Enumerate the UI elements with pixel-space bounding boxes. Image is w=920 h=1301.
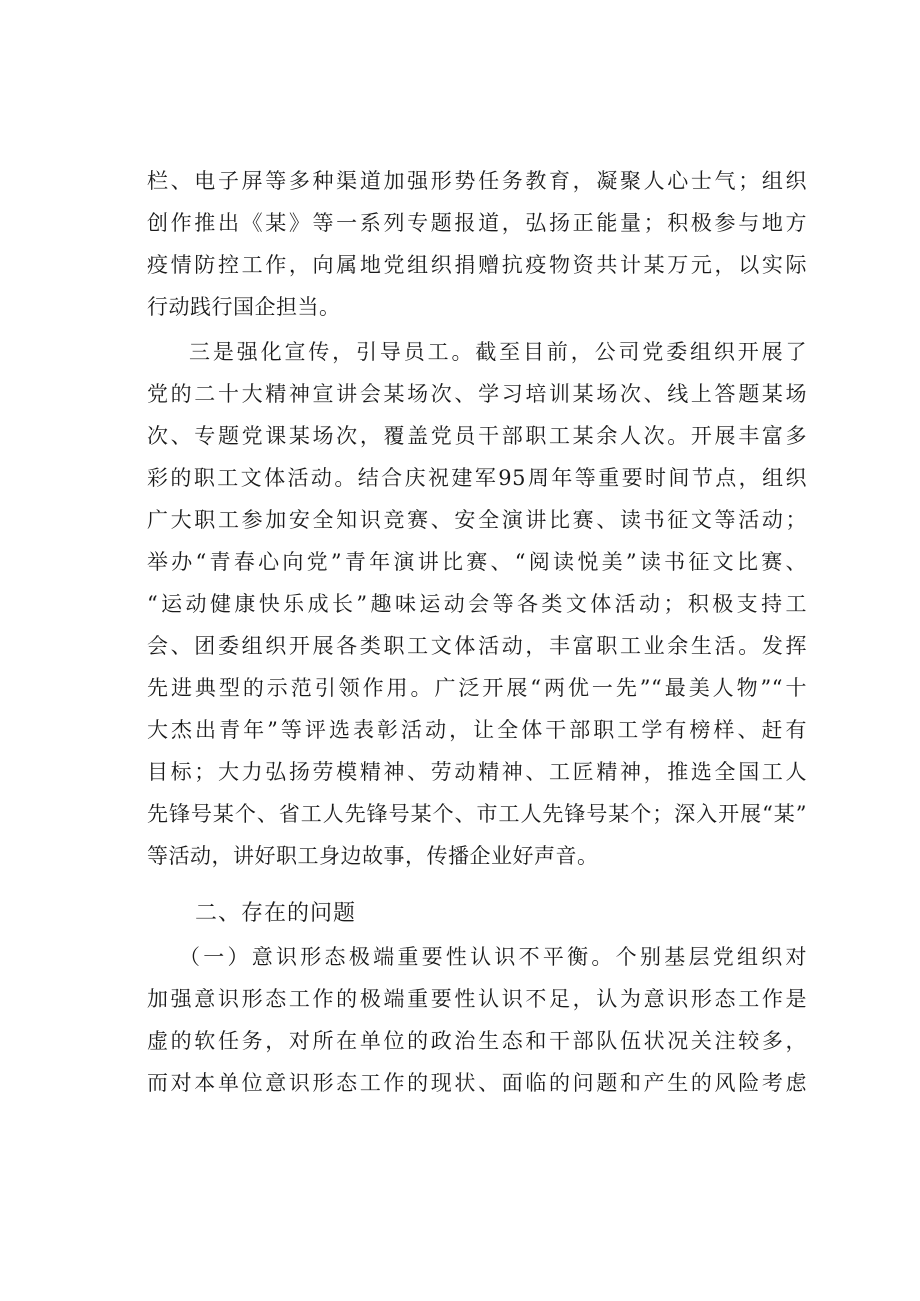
text-line: 次、专题党课某场次，覆盖党员干部职工某余人次。开展丰富多	[147, 424, 807, 448]
text-line: “运动健康快乐成长”趣味运动会等各类文体活动；积极支持工	[147, 592, 807, 616]
text-line: 等活动，讲好职工身边故事，传播企业好声音。	[147, 844, 599, 868]
text-line: （一）意识形态极端重要性认识不平衡。个别基层党组织对	[179, 945, 807, 969]
text-line: 会、团委组织开展各类职工文体活动，丰富职工业余生活。发挥	[147, 634, 807, 658]
section-heading: 二、存在的问题	[195, 901, 357, 926]
text-line: 行动践行国企担当。	[147, 295, 341, 319]
text-line: 大杰出青年”等评选表彰活动，让全体干部职工学有榜样、赶有	[147, 718, 807, 742]
text-line: 栏、电子屏等多种渠道加强形势任务教育，凝聚人心士气；组织	[147, 169, 807, 193]
text-line: 彩的职工文体活动。结合庆祝建军95周年等重要时间节点，组织	[147, 466, 807, 490]
text-line: 加强意识形态工作的极端重要性认识不足，认为意识形态工作是	[147, 987, 807, 1011]
paragraph-problem	[147, 936, 807, 1104]
paragraph-propaganda	[147, 331, 807, 877]
text-line: 先锋号某个、省工人先锋号某个、市工人先锋号某个；深入开展“某”	[147, 802, 807, 826]
text-line: 虚的软任务，对所在单位的政治生态和干部队伍状况关注较多，	[147, 1029, 807, 1053]
text-line: 广大职工参加安全知识竞赛、安全演讲比赛、读书征文等活动；	[147, 508, 807, 532]
text-line: 三是强化宣传，引导员工。截至目前，公司党委组织开展了	[189, 340, 807, 364]
text-line: 目标；大力弘扬劳模精神、劳动精神、工匠精神，推选全国工人	[147, 760, 807, 784]
text-line: 先进典型的示范引领作用。广泛开展“两优一先”“最美人物”“十	[147, 676, 807, 700]
text-line: 疫情防控工作，向属地党组织捐赠抗疫物资共计某万元，以实际	[147, 253, 807, 277]
text-line: 党的二十大精神宣讲会某场次、学习培训某场次、线上答题某场	[147, 382, 807, 406]
text-line: 举办“青春心向党”青年演讲比赛、“阅读悦美”读书征文比赛、	[147, 550, 807, 574]
paragraph-continuation	[147, 160, 807, 328]
text-line: 而对本单位意识形态工作的现状、面临的问题和产生的风险考虑	[147, 1071, 807, 1095]
text-line: 创作推出《某》等一系列专题报道，弘扬正能量；积极参与地方	[147, 211, 807, 235]
